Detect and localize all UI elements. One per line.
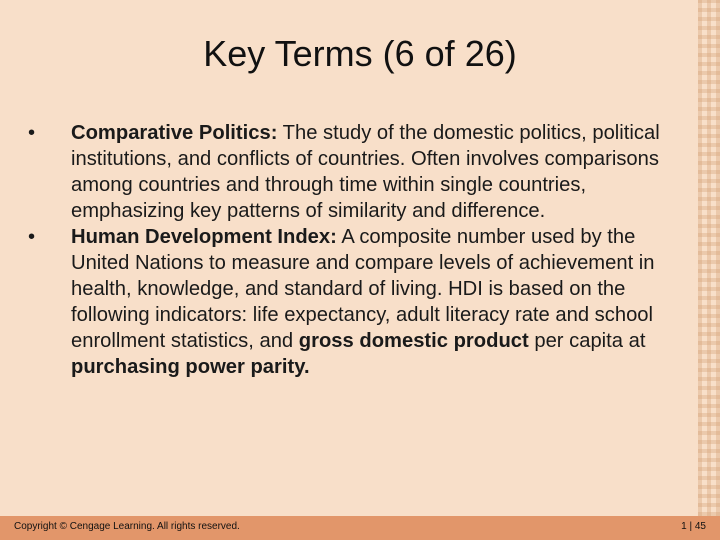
copyright-notice: Copyright © Cengage Learning. All rights reserved. (14, 521, 240, 532)
footer-bar (0, 516, 720, 540)
page-number: 1 | 45 (681, 521, 706, 532)
term-comparative-politics: Comparative Politics: (71, 122, 278, 144)
slide-content (28, 120, 688, 380)
term-purchasing-power-parity: purchasing power parity. (71, 356, 310, 378)
bullet-marker: • (28, 122, 36, 144)
bullet-comparative-politics (28, 120, 688, 224)
definition-comparative-politics: The study of the domestic politics, political institutions, and conflicts of countries. Often involves comparisons among countries and through time within single countries, emphasizing key patterns of similarity and difference. (71, 122, 660, 222)
bullet-marker: • (28, 226, 36, 248)
slide-title: Key Terms (6 of 26) (203, 33, 517, 74)
bullet-human-development-index (28, 224, 688, 380)
definition-hdi-part-2: per capita at (528, 330, 646, 352)
term-human-development-index: Human Development Index: (71, 226, 337, 248)
term-gross-domestic-product: gross domestic product (298, 330, 529, 352)
definition-hdi-part-1: A composite number used by the United Nations to measure and compare levels of achievement in health, knowledge, and standard of living. HDI is based on the following indicators: life expectancy, adult literacy rate and school enrollment statistics, and (71, 226, 655, 352)
